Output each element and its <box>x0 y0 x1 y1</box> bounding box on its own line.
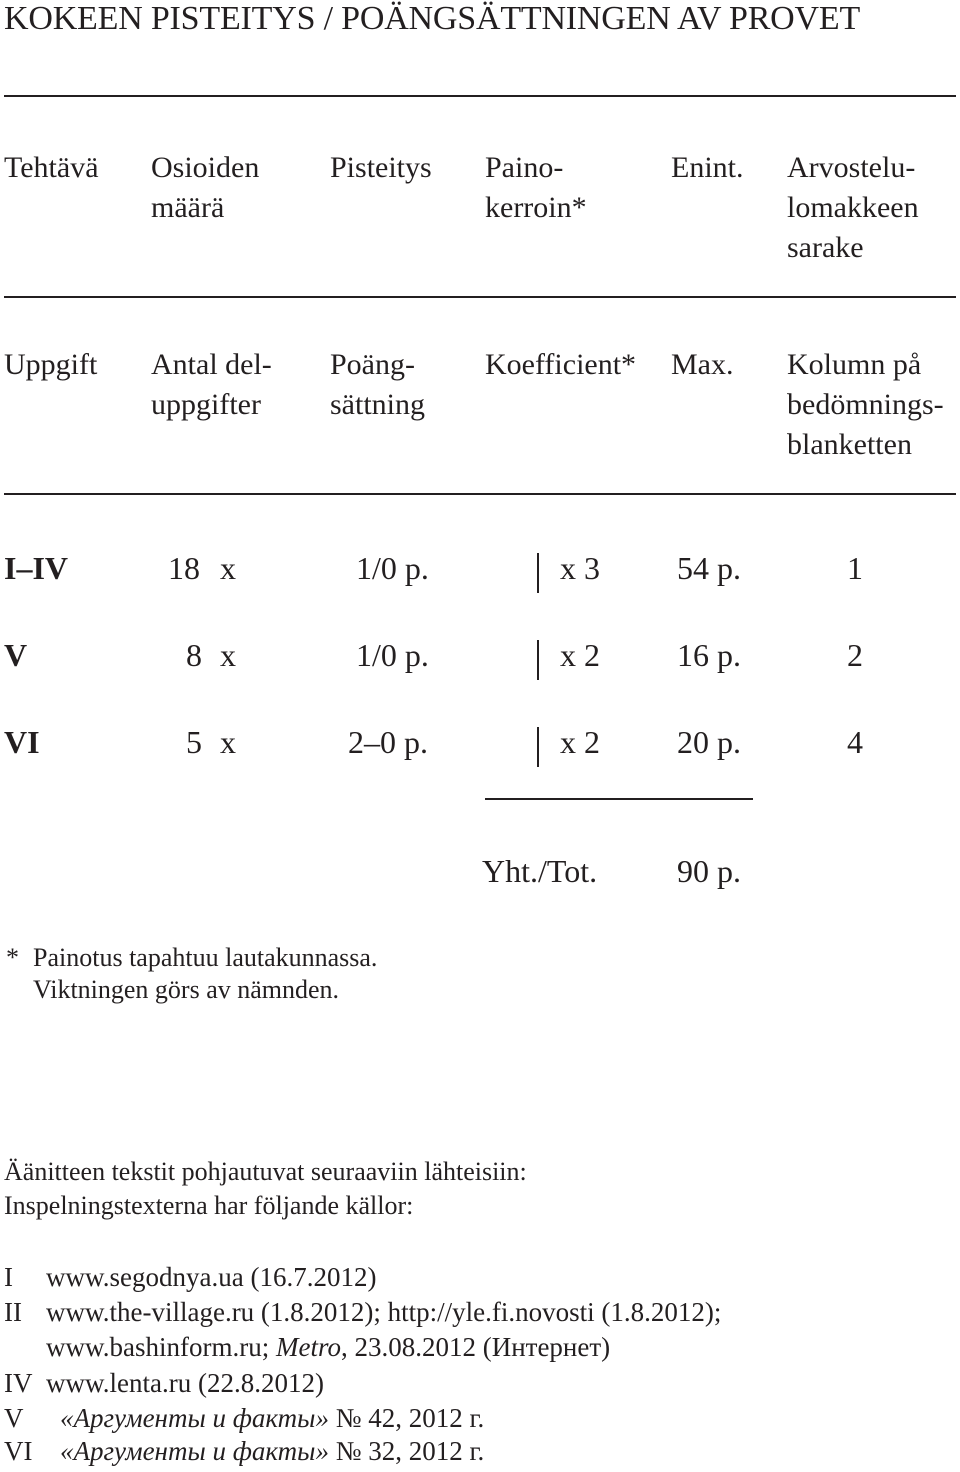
fi-header-scoring: Pisteitys <box>330 151 432 184</box>
row-weight-bar <box>537 553 539 593</box>
row-times: x <box>220 637 236 673</box>
fi-header-column-3: sarake <box>787 231 864 264</box>
row-count: 8 <box>186 637 202 673</box>
sv-header-task: Uppgift <box>4 348 98 381</box>
fi-header-task: Tehtävä <box>4 151 99 184</box>
fi-header-column-2: lomakkeen <box>787 191 919 224</box>
row-weight: x 3 <box>560 550 600 586</box>
source-text: www.segodnya.ua (16.7.2012) <box>46 1262 377 1292</box>
row-max: 16 p. <box>677 637 741 673</box>
source-date: , 23.08.2012 (Интернет) <box>340 1332 611 1362</box>
source-number: VI <box>4 1436 33 1466</box>
fi-header-rule <box>4 296 956 298</box>
fi-header-sections-1: Osioiden <box>151 151 260 184</box>
source-issue: № 32, 2012 г. <box>328 1436 485 1466</box>
row-task: I–IV <box>4 550 69 586</box>
row-weight-bar <box>537 640 539 680</box>
source-text-line2 <box>46 1330 610 1365</box>
source-link: www.bashinform.ru; <box>46 1332 276 1362</box>
row-task: VI <box>4 724 40 760</box>
row-weight: x 2 <box>560 724 600 760</box>
row-column: 2 <box>847 637 863 673</box>
row-weight: x 2 <box>560 637 600 673</box>
source-number: I <box>4 1262 13 1292</box>
fi-header-column-1: Arvostelu- <box>787 151 916 184</box>
sv-header-scoring-1: Poäng- <box>330 348 415 381</box>
source-number: V <box>4 1403 24 1433</box>
row-times: x <box>220 724 236 760</box>
total-rule <box>485 798 753 800</box>
row-task: V <box>4 637 28 673</box>
total-label: Yht./Tot. <box>482 853 598 889</box>
source-text: www.lenta.ru (22.8.2012) <box>46 1368 324 1398</box>
sv-header-rule <box>4 493 956 495</box>
footnote-sv: Viktningen görs av nämnden. <box>33 975 340 1004</box>
footnote-fi: Painotus tapahtuu lautakunnassa. <box>33 943 378 972</box>
row-max: 54 p. <box>677 550 741 586</box>
fi-header-sections-2: määrä <box>151 191 225 224</box>
sv-header-column-2: bedömnings- <box>787 388 944 421</box>
total-value: 90 p. <box>677 853 741 889</box>
row-column: 1 <box>847 550 863 586</box>
row-points: 1/0 p. <box>356 550 429 586</box>
row-count: 5 <box>186 724 202 760</box>
row-points: 1/0 p. <box>356 637 429 673</box>
source-text <box>60 1401 484 1436</box>
source-issue: № 42, 2012 г. <box>328 1403 485 1433</box>
sources-intro-fi: Äänitteen tekstit pohjautuvat seuraaviin lähteisiin: <box>4 1157 527 1186</box>
title-rule <box>4 95 956 97</box>
source-number: IV <box>4 1368 33 1398</box>
source-title: «Аргументы и факты» <box>60 1436 329 1466</box>
source-title: Metro <box>275 1332 341 1362</box>
sv-header-sections-2: uppgifter <box>151 388 261 421</box>
source-text: www.the-village.ru (1.8.2012); http://yle.fi.novosti (1.8.2012); <box>46 1297 722 1327</box>
row-column: 4 <box>847 724 863 760</box>
row-max: 20 p. <box>677 724 741 760</box>
sv-header-scoring-2: sättning <box>330 388 425 421</box>
sv-header-weight: Koefficient* <box>485 348 637 381</box>
sv-header-sections-1: Antal del- <box>151 348 272 381</box>
source-title: «Аргументы и факты» <box>60 1403 329 1433</box>
source-text <box>60 1434 484 1469</box>
sources-intro-sv: Inspelningstexterna har följande källor: <box>4 1191 414 1220</box>
page-title: KOKEEN PISTEITYS / POÄNGSÄTTNINGEN AV PROVET <box>4 0 861 37</box>
row-count: 18 <box>168 550 200 586</box>
fi-header-weight-1: Paino- <box>485 151 564 184</box>
row-times: x <box>220 550 236 586</box>
fi-header-weight-2: kerroin* <box>485 191 587 224</box>
sv-header-max: Max. <box>671 348 734 381</box>
footnote-star: * <box>6 943 19 972</box>
source-number: II <box>4 1297 22 1327</box>
row-weight-bar <box>537 727 539 767</box>
sv-header-column-1: Kolumn på <box>787 348 922 381</box>
sv-header-column-3: blanketten <box>787 428 912 461</box>
fi-header-max: Enint. <box>671 151 744 184</box>
row-points: 2–0 p. <box>348 724 428 760</box>
